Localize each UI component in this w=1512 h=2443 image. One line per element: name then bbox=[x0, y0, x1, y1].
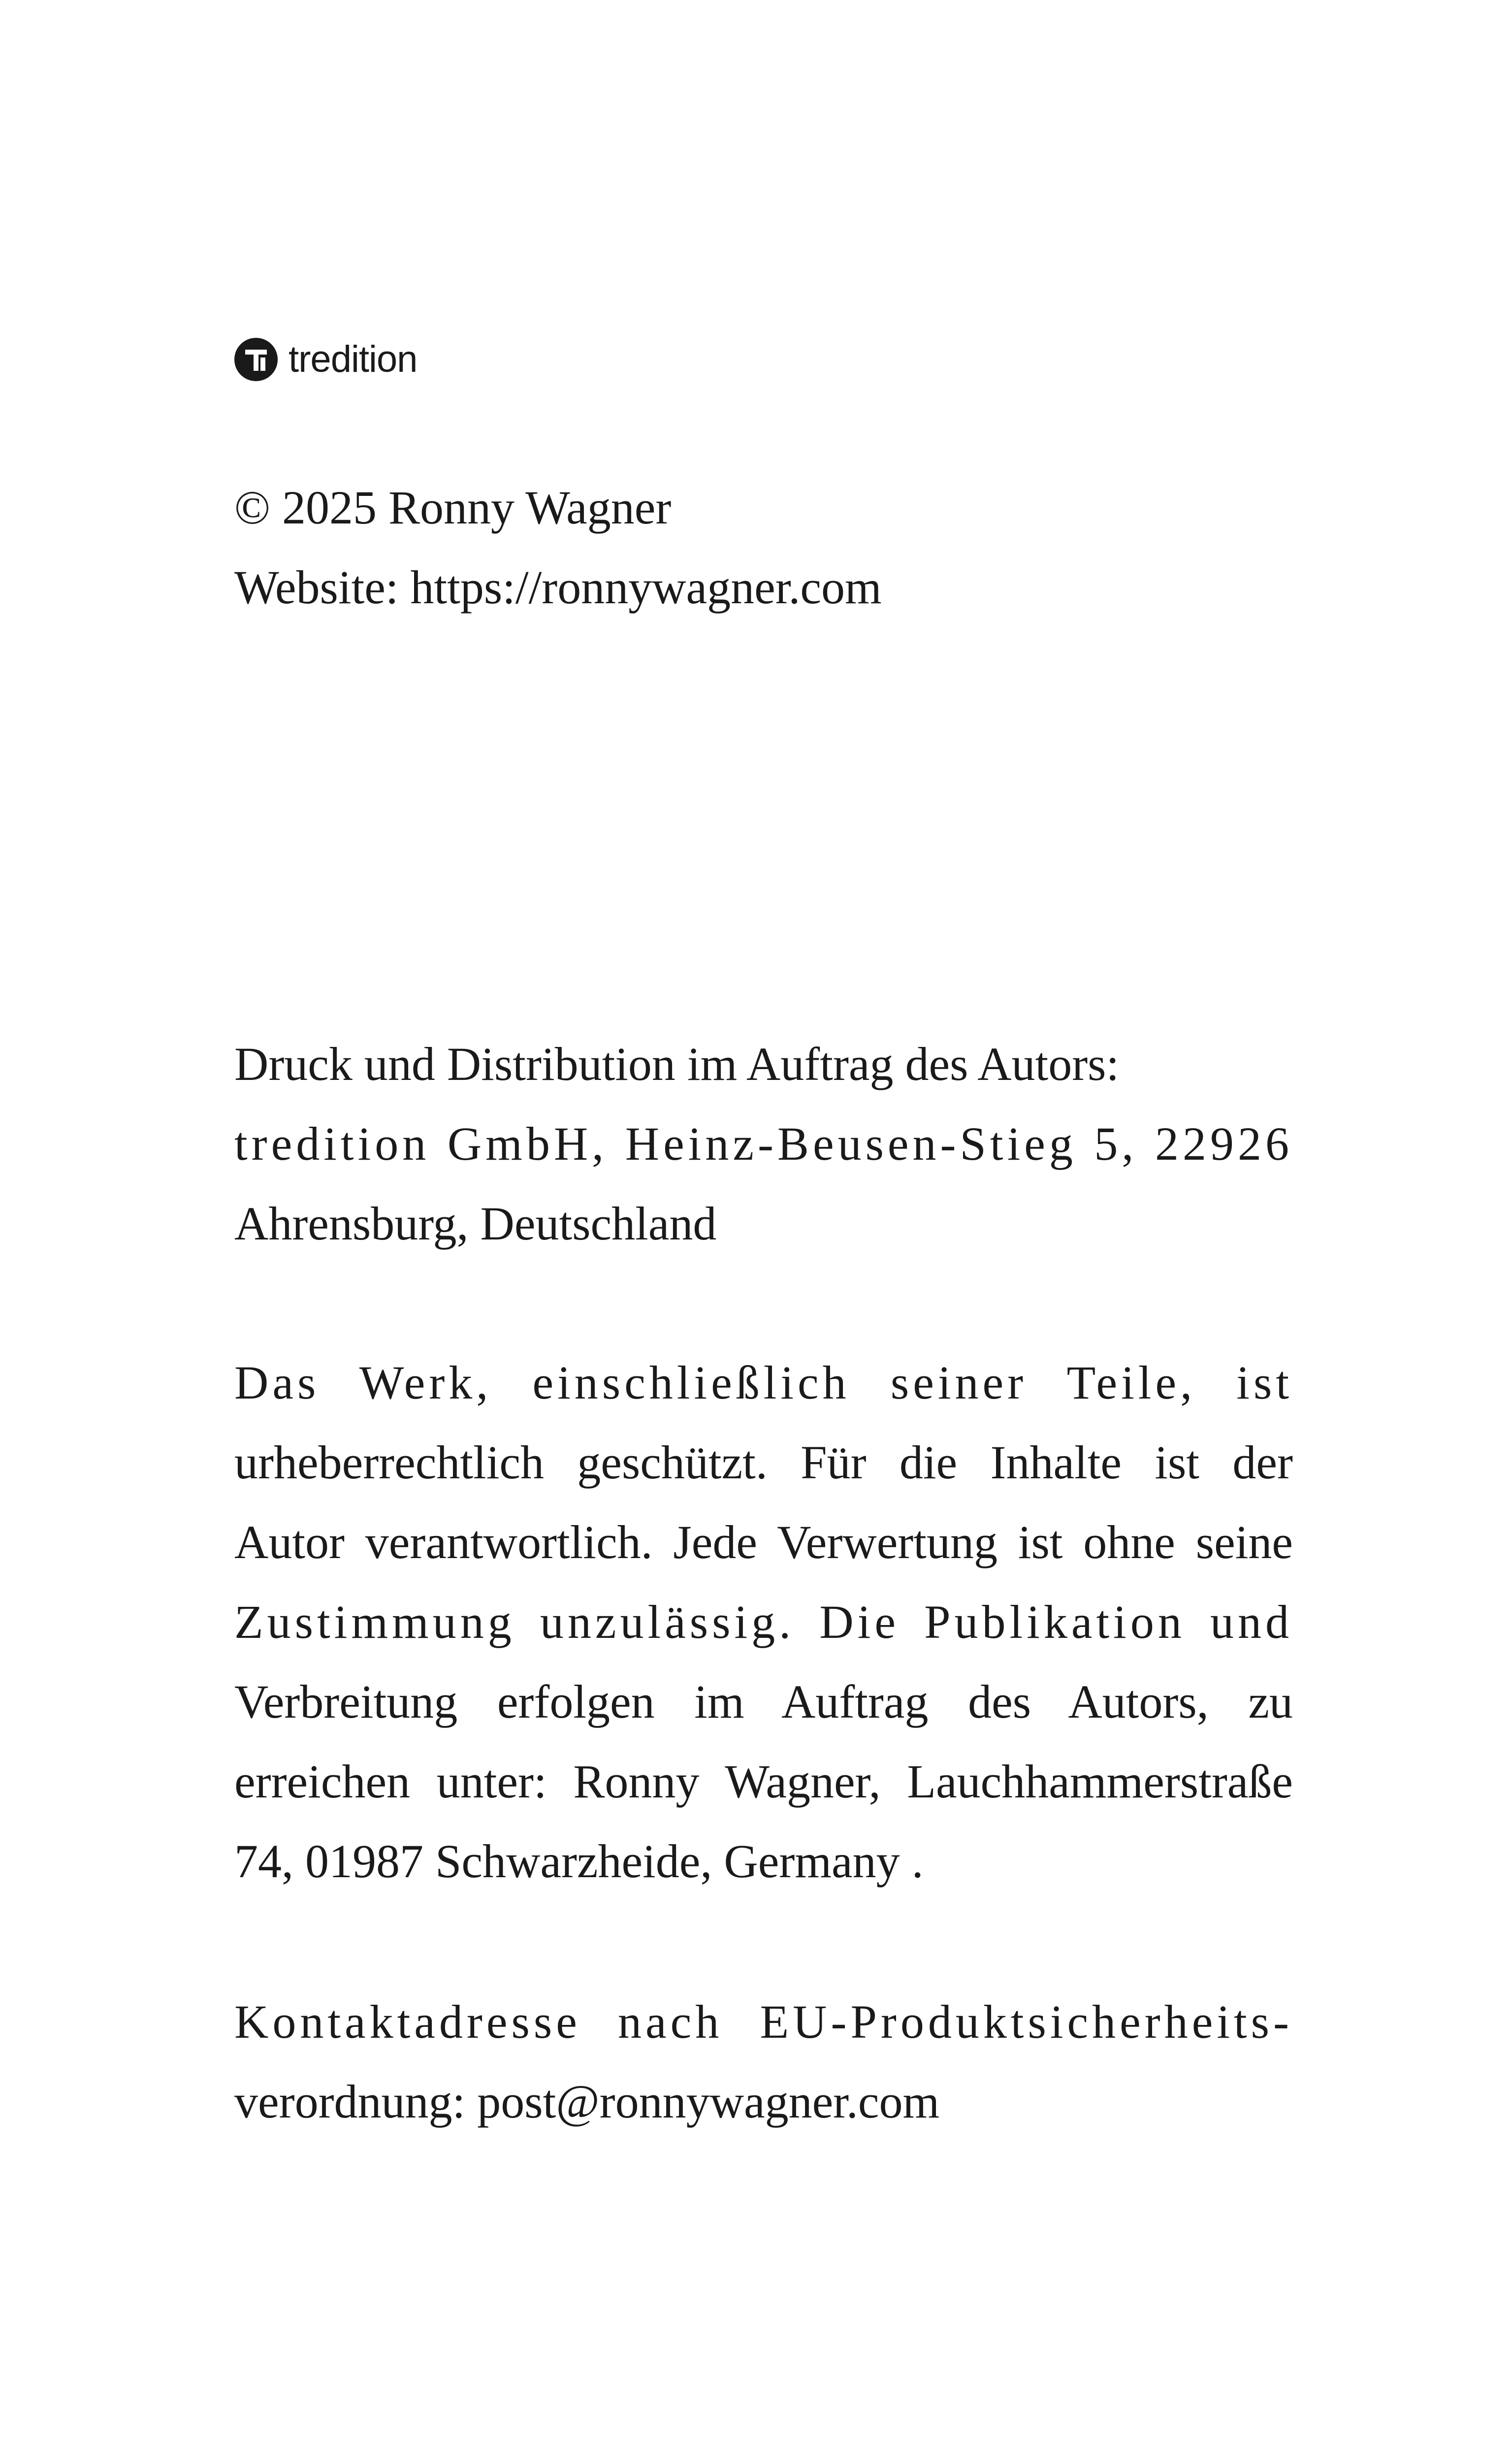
contact-line-2: verordnung: post@ronnywagner.com bbox=[234, 2075, 940, 2128]
print-line-2: tredition GmbH, Heinz-Beusen-Stieg 5, 22926 bbox=[234, 1117, 1293, 1170]
legal-line-7: 74, 01987 Schwarzheide, Germany . bbox=[234, 1835, 924, 1888]
print-distribution-block bbox=[234, 1024, 1293, 1264]
legal-line-6: erreichen unter: Ronny Wagner, Lauchhammerstraße bbox=[234, 1755, 1293, 1808]
legal-line-2: urheberrechtlich geschützt. Für die Inhalte ist der bbox=[234, 1436, 1293, 1489]
copyright-block bbox=[234, 468, 1288, 627]
print-line-1: Druck und Distribution im Auftrag des Autors: bbox=[234, 1038, 1120, 1090]
website-line: Website: https://ronnywagner.com bbox=[234, 561, 882, 614]
copyright-line: © 2025 Ronny Wagner bbox=[234, 481, 672, 534]
legal-line-1: Das Werk, einschließlich seiner Teile, ist bbox=[234, 1356, 1293, 1409]
logo-wordmark: tredition bbox=[289, 338, 418, 380]
publisher-logo bbox=[234, 335, 417, 384]
legal-line-4: Zustimmung unzulässig. Die Publikation und bbox=[234, 1596, 1293, 1648]
contact-line-1: Kontaktadresse nach EU-Produktsicherheits- bbox=[234, 1995, 1293, 2048]
contact-block bbox=[234, 1982, 1293, 2142]
legal-line-3: Autor verantwortlich. Jede Verwertung ist ohne seine bbox=[234, 1516, 1293, 1568]
tredition-logo-icon bbox=[234, 338, 278, 381]
print-line-3: Ahrensburg, Deutschland bbox=[234, 1197, 717, 1250]
legal-notice-block bbox=[234, 1343, 1293, 1901]
legal-line-5: Verbreitung erfolgen im Auftrag des Autors, zu bbox=[234, 1675, 1293, 1728]
